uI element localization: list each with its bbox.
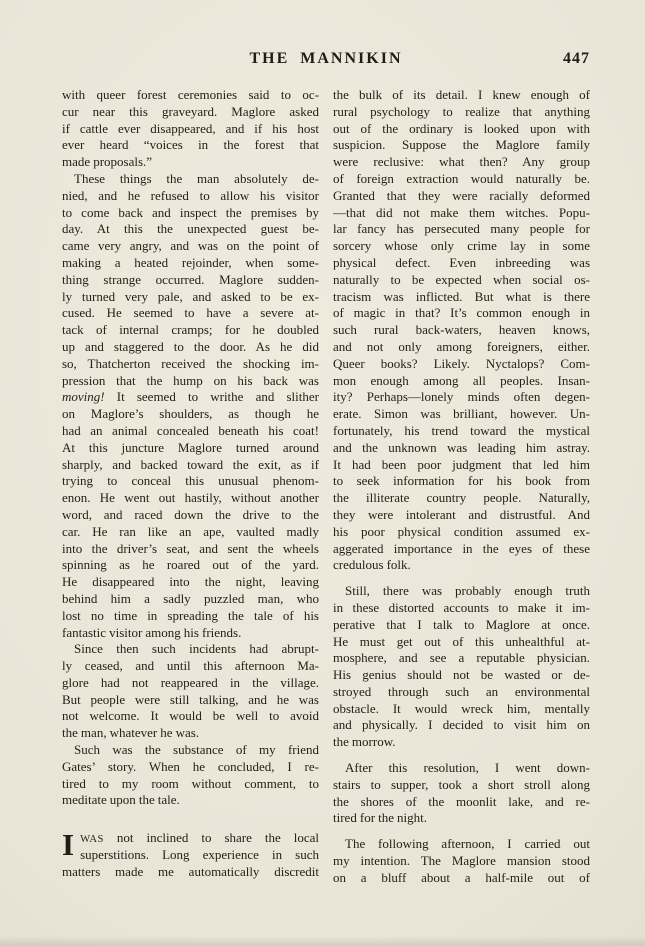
text-line: His genius should not be wasted or de- xyxy=(333,667,590,683)
text-line: spinning as he roared out of the yard. xyxy=(62,557,319,573)
text-block xyxy=(62,50,590,887)
text-line: obstacle. It would wreck him, mentally xyxy=(333,700,590,716)
text-line: behind him a sadly puzzled man, who xyxy=(62,590,319,606)
text-line: The following afternoon, I carried out xyxy=(345,836,590,852)
text-line: word, and raced down the drive to the xyxy=(62,506,319,522)
text-line: and the unknown was leading him astray. xyxy=(333,439,590,455)
text-line: naturally to be expected when social os- xyxy=(333,271,590,287)
text-line: up and staggered to the door. As he did xyxy=(62,338,319,354)
text-line: making a heated rejoinder, when some- xyxy=(62,254,319,270)
text-line: ly ceased, and until this afternoon Ma- xyxy=(62,658,319,674)
paragraph xyxy=(62,742,319,809)
text-line: At this juncture Maglore turned around xyxy=(62,439,319,455)
text-line: ity? Perhaps—lonely minds often degen- xyxy=(333,389,590,405)
text-line: cur near this graveyard. Maglore asked xyxy=(62,103,319,119)
text-line: cused. He seemed to have a severe at- xyxy=(62,305,319,321)
text-line: Queer books? Likely. Nyctalops? Com- xyxy=(333,355,590,371)
text-line: enon. He went out hastily, without another xyxy=(62,490,319,506)
text-line: came very angry, and was on the point of xyxy=(62,238,319,254)
text-line: out of the ordinary is looked upon with xyxy=(333,120,590,136)
text-line: suspicion. Suppose the Maglore family xyxy=(333,137,590,153)
text-line: day. At this the unexpected guest be- xyxy=(62,221,319,237)
text-line: Since then such incidents had abrupt- xyxy=(74,641,319,657)
paragraph xyxy=(62,641,319,742)
running-title: THE MANNIKIN xyxy=(249,50,403,67)
paragraph xyxy=(62,171,319,641)
text-line: matters made me automatically discredit xyxy=(62,863,319,879)
paragraph xyxy=(333,836,590,886)
text-line: with queer forest ceremonies said to oc- xyxy=(62,87,319,102)
text-line: glore had not reappeared in the village. xyxy=(62,674,319,690)
paragraph xyxy=(333,583,590,751)
text-line: erate. Simon was brilliant, however. Un- xyxy=(333,406,590,422)
page-header xyxy=(62,50,590,68)
text-line: moving! It seemed to writhe and slither xyxy=(62,389,319,405)
text-line: stroyed through such an environmental xyxy=(333,683,590,699)
right-column xyxy=(333,87,590,887)
text-line: such rural back-waters, heaven knows, xyxy=(333,322,590,338)
text-line: his poor physical condition assumed ex- xyxy=(333,523,590,539)
text-line: if cattle ever disappeared, and if his host xyxy=(62,120,319,136)
text-line: and physically. I decided to visit him on xyxy=(333,717,590,733)
text-line: the illiterate country people. Naturally, xyxy=(333,490,590,506)
text-line: perative that I talk to Maglore at once. xyxy=(333,616,590,632)
text-line: Granted that they were racially deformed xyxy=(333,187,590,203)
text-line: into the driver’s seat, and sent the wheels xyxy=(62,540,319,556)
text-line: the morrow. xyxy=(333,734,396,750)
text-line: lar fancy has persecuted many people for xyxy=(333,221,590,237)
text-line: fortunately, his trend toward the mystical xyxy=(333,422,590,438)
text-line: on a bluff about a half-mile out of xyxy=(333,869,590,885)
text-line: superstitions. Long experience in such xyxy=(80,847,319,863)
text-line: to seek information for his book from xyxy=(333,473,590,489)
text-line: He must get out of this unhealthful at- xyxy=(333,633,590,649)
text-line: the shores of the moonlit lake, and re- xyxy=(333,793,590,809)
text-line: tracism was inflicted. But what is there xyxy=(333,288,590,304)
text-line: rural psychology to realize that anything xyxy=(333,103,590,119)
text-line: the bulk of its detail. I knew enough of xyxy=(333,87,590,102)
text-line: tack of internal cramps; for he doubled xyxy=(62,322,319,338)
text-line: and not only among foreigners, either. xyxy=(333,338,590,354)
text-line: thing strange occurred. Maglore sudden- xyxy=(62,271,319,287)
left-column xyxy=(62,87,319,887)
text-line: in these distorted accounts to make it im- xyxy=(333,599,590,615)
text-line: fantastic visitor among his friends. xyxy=(62,624,242,640)
text-line: Gates’ story. When he concluded, I re- xyxy=(62,758,319,774)
text-line: aggerated importance in the eyes of these xyxy=(333,540,590,556)
text-line: of magic in that? It’s common enough in xyxy=(333,305,590,321)
page-number: 447 xyxy=(563,50,590,67)
text-line: It had been poor judgment that led him xyxy=(333,456,590,472)
text-line: to come back and inspect the premises by xyxy=(62,204,319,220)
text-line: But people were still talking, and he was xyxy=(62,691,319,707)
text-line: He disappeared into the night, leaving xyxy=(62,574,319,590)
text-line: After this resolution, I went down- xyxy=(345,760,590,776)
text-line: physical defect. Even inbreeding was xyxy=(333,254,590,270)
text-line: Such was the substance of my friend xyxy=(74,742,319,758)
paragraph xyxy=(333,760,590,827)
text-columns xyxy=(62,87,590,887)
paragraph xyxy=(62,827,319,880)
text-line: lost no time in spreading the tale of his xyxy=(62,607,319,623)
text-line: the man, whatever he was. xyxy=(62,725,200,741)
text-line: —that did not make them witches. Popu- xyxy=(333,204,590,220)
text-line: sharply, and backed toward the exit, as if xyxy=(62,456,319,472)
text-line: they were intolerant and distrustful. And xyxy=(333,506,590,522)
text-line: WAS not inclined to share the local xyxy=(80,830,319,846)
text-line: so, Thatcherton received the shocking im- xyxy=(62,355,319,371)
text-line: were reclusive: what then? Any group xyxy=(333,154,590,170)
text-line: ly turned very pale, and asked to be ex- xyxy=(62,288,319,304)
text-line: trying to conceal this unusual phenom- xyxy=(62,473,319,489)
text-line: Still, there was probably enough truth xyxy=(345,583,590,599)
text-line: credulous folk. xyxy=(333,557,411,573)
text-line: stairs to supper, took a short stroll along xyxy=(333,776,590,792)
text-line: my intention. The Maglore mansion stood xyxy=(333,853,590,869)
text-line: meditate upon the tale. xyxy=(62,792,180,808)
text-line: tired to my room without comment, to xyxy=(62,775,319,791)
text-line: made proposals.” xyxy=(62,154,153,170)
text-line: car. He ran like an ape, vaulted madly xyxy=(62,523,319,539)
text-line: nied, and he refused to allow his visitor xyxy=(62,187,319,203)
text-line: tired for the night. xyxy=(333,810,427,826)
text-line: mon enough among all peoples. Insan- xyxy=(333,372,590,388)
text-line: These things the man absolutely de- xyxy=(74,170,319,186)
drop-cap-letter: I xyxy=(62,827,75,863)
text-line: not welcome. It would be well to avoid xyxy=(62,708,319,724)
text-line: sorcery whose only crime lay in some xyxy=(333,238,590,254)
text-line: of foreign extraction would naturally be. xyxy=(333,170,590,186)
paragraph xyxy=(62,87,319,171)
text-line: on Maglore’s shoulders, as though he xyxy=(62,406,319,422)
text-line: ever heard “voices in the forest that xyxy=(62,137,319,153)
text-line: mosphere, and see a reputable physician. xyxy=(333,650,590,666)
text-line: pression that the hump on his back was xyxy=(62,372,319,388)
paragraph xyxy=(333,87,590,574)
text-line: had an animal concealed beneath his coat! xyxy=(62,422,319,438)
